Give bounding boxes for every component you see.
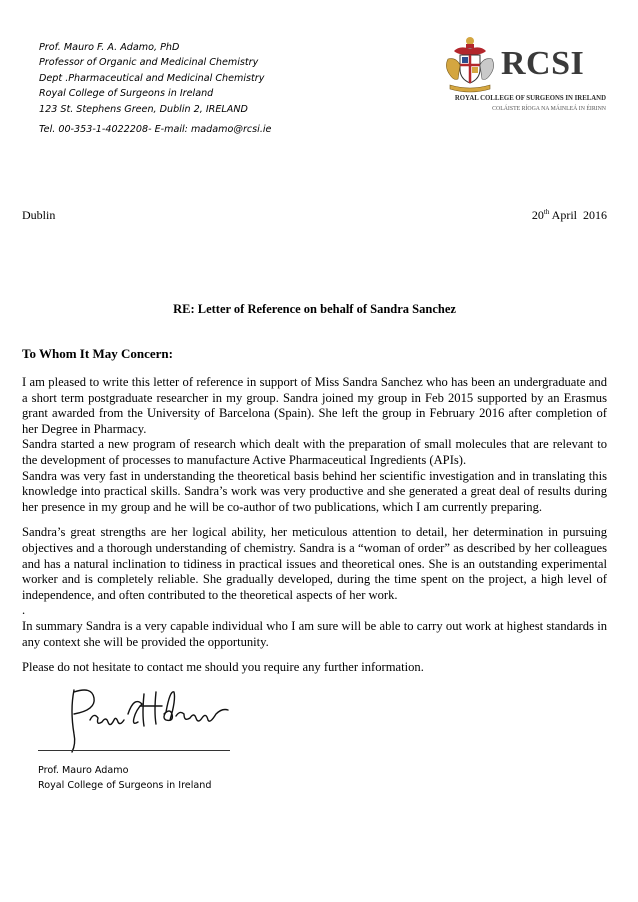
letter-salutation: To Whom It May Concern: <box>22 346 173 361</box>
sender-block <box>39 40 271 137</box>
signer-block <box>38 763 211 794</box>
date-day: 20 <box>531 208 544 222</box>
letter-body <box>22 375 607 676</box>
place-date-row <box>22 208 607 223</box>
sender-line-title: Professor of Organic and Medicinal Chemistry <box>39 57 259 69</box>
signature-line <box>38 750 230 751</box>
rcsi-wordmark: RCSI <box>501 45 585 82</box>
body-paragraph: I am pleased to write this letter of reference in support of Miss Sandra Sanchez who has been an undergraduate and a short term postgraduate researcher in my group. Sandra joined my group in Feb 2015 supported by an Erasmus grant awarded from the University of Barcelona (Spain). She left the group in February 2016 after completion of her Degree in Pharmacy. <box>22 375 607 436</box>
letter-date <box>532 208 607 223</box>
coat-of-arms-icon <box>440 35 500 95</box>
sender-line-institution: Royal College of Surgeons in Ireland <box>39 88 214 100</box>
body-paragraph: In summary Sandra is a very capable individual who I am sure will be able to carry out work at highest standards in any context she will be provided the opportunity. <box>22 618 607 649</box>
signer-name: Prof. Mauro Adamo <box>38 765 129 776</box>
sender-line-address: 123 St. Stephens Green, Dublin 2, IRELAND <box>39 103 248 115</box>
body-stray-dot: . <box>22 603 26 618</box>
rcsi-irish-name: COLÁISTE RÍOGA NA MÁINLEÁ IN ÉIRINN <box>492 106 606 112</box>
body-paragraph: Please do not hesitate to contact me should you require any further information. <box>22 660 424 675</box>
body-paragraph: Sandra was very fast in understanding the theoretical basis behind her scientific investigation and in translating this knowledge into practical skills. Sandra’s work was very productive and she generated a great deal of results during her presence in my group and he will be co-author of two publications, which I am currently preparing. <box>22 468 607 514</box>
date-suffix: th <box>543 208 550 216</box>
sender-line-department: Dept .Pharmaceutical and Medicinal Chemistry <box>39 72 265 84</box>
letter-subject: RE: Letter of Reference on behalf of Sandra Sanchez <box>173 302 456 316</box>
signer-institution: Royal College of Surgeons in Ireland <box>38 780 212 792</box>
date-rest: April 2016 <box>549 208 607 222</box>
sender-contact: Tel. 00-353-1-4022208- E-mail: madamo@rcsi.ie <box>39 124 272 136</box>
body-paragraph: Sandra’s great strengths are her logical ability, her meticulous attention to detail, her determination in pursuing objectives and a thorough understanding of chemistry. Sandra is a “woman of order” as described by her colleagues and has a natural inclination to tidiness in practical issues and theoretical ones. She is an outstanding experimental worker and is completely reliable. She gradually developed, during the time spent on the project, a high level of independence, and often contributed to the theoretical aspects of her work. <box>22 525 607 602</box>
letter-place: Dublin <box>22 208 56 222</box>
rcsi-full-name: ROYAL COLLEGE OF SURGEONS IN IRELAND <box>454 95 606 102</box>
sender-line-name: Prof. Mauro F. A. Adamo, PhD <box>39 42 180 53</box>
paragraph-spacer <box>22 515 607 525</box>
paragraph-spacer <box>22 650 607 660</box>
handwritten-signature-icon <box>60 684 250 754</box>
rcsi-logo <box>436 33 606 129</box>
body-paragraph: Sandra started a new program of research which dealt with the preparation of small molecules that are relevant to the development of processes to manufacture Active Pharmaceutical Ingredients (APIs). <box>22 437 607 467</box>
